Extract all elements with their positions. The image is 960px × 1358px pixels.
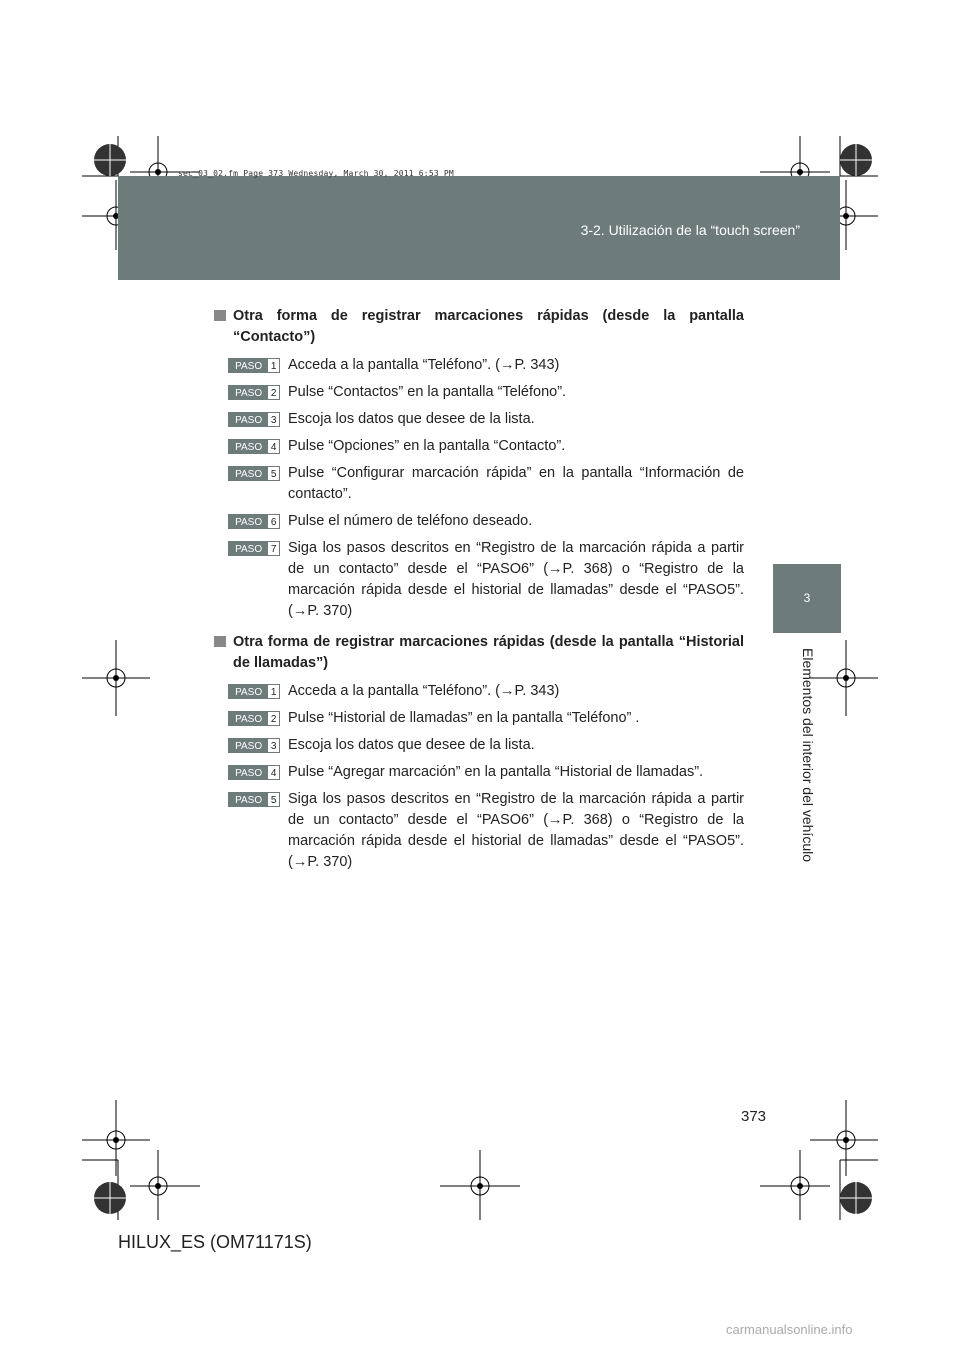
- step-badge-label: PASO: [229, 413, 268, 426]
- chapter-tab-number: 3: [773, 564, 841, 633]
- step-text: Acceda a la pantalla “Teléfono”. (→P. 343): [288, 683, 560, 699]
- step-text: Siga los pasos descritos en “Registro de la marcación rápida a partir de un contacto” desde el “PASO6” (→P. 368) o “Registro de la marcación rápida desde el historial de llamadas” desde el “PASO5”. (→P. 370): [288, 540, 744, 619]
- chapter-tab-label: Elementos del interior del vehículo: [800, 648, 816, 863]
- step-badge-number: 4: [270, 768, 277, 779]
- step-badge: [228, 792, 280, 807]
- step-badge: [228, 466, 280, 481]
- step-row: [212, 511, 744, 532]
- step-badge-label: PASO: [229, 359, 268, 372]
- step-badge-label: PASO: [229, 386, 268, 399]
- step-row: [212, 708, 744, 729]
- square-bullet-icon: [214, 310, 226, 321]
- step-row: [212, 762, 744, 783]
- step-badge-label: PASO: [229, 793, 268, 806]
- step-text: Pulse “Configurar marcación rápida” en la pantalla “Información de contacto”.: [288, 465, 744, 502]
- section-title: [212, 306, 744, 348]
- section-title-text: Otra forma de registrar marcaciones rápidas (desde la pantalla “Historial de llamadas”): [233, 634, 744, 671]
- step-badge-number: 3: [270, 741, 277, 752]
- header-band: [118, 176, 840, 280]
- step-row: [212, 681, 744, 702]
- step-row: [212, 789, 744, 873]
- step-badge-label: PASO: [229, 739, 268, 752]
- step-text: Acceda a la pantalla “Teléfono”. (→P. 343): [288, 357, 560, 373]
- document-code: HILUX_ES (OM71171S): [118, 1232, 312, 1252]
- step-text: Pulse “Historial de llamadas” en la pantalla “Teléfono” .: [288, 710, 640, 726]
- step-text: Pulse el número de teléfono deseado.: [288, 513, 533, 529]
- step-text: Pulse “Agregar marcación” en la pantalla “Historial de llamadas”.: [288, 764, 704, 780]
- step-badge: [228, 514, 280, 529]
- step-badge: [228, 385, 280, 400]
- step-badge: [228, 412, 280, 427]
- step-badge-number: 5: [270, 795, 277, 806]
- section-title-text: Otra forma de registrar marcaciones rápidas (desde la pantalla “Contacto”): [233, 308, 744, 345]
- square-bullet-icon: [214, 636, 226, 647]
- step-row: [212, 409, 744, 430]
- step-badge-number: 2: [270, 388, 277, 399]
- step-badge: [228, 684, 280, 699]
- step-badge-label: PASO: [229, 685, 268, 698]
- section-header-title: 3-2. Utilización de la “touch screen”: [580, 222, 800, 238]
- step-row: [212, 382, 744, 403]
- step-row: [212, 735, 744, 756]
- step-badge: [228, 358, 280, 373]
- step-row: [212, 355, 744, 376]
- step-badge: [228, 765, 280, 780]
- step-row: [212, 436, 744, 457]
- page-number: 373: [741, 1108, 767, 1125]
- step-text: Pulse “Contactos” en la pantalla “Teléfono”.: [288, 384, 567, 400]
- step-badge-number: 3: [270, 415, 277, 426]
- step-badge-label: PASO: [229, 766, 268, 779]
- step-badge-label: PASO: [229, 440, 268, 453]
- step-badge-number: 2: [270, 714, 277, 725]
- step-badge-number: 7: [270, 544, 277, 555]
- step-text: Siga los pasos descritos en “Registro de la marcación rápida a partir de un contacto” desde el “PASO6” (→P. 368) o “Registro de la marcación rápida desde el historial de llamadas” desde el “PASO5”. (→P. 370): [288, 791, 744, 870]
- step-text: Escoja los datos que desee de la lista.: [288, 411, 535, 427]
- step-text: Pulse “Opciones” en la pantalla “Contacto”.: [288, 438, 566, 454]
- step-badge-label: PASO: [229, 712, 268, 725]
- step-badge: [228, 711, 280, 726]
- main-content: [212, 306, 744, 879]
- step-badge-label: PASO: [229, 542, 268, 555]
- step-badge: [228, 541, 280, 556]
- step-badge-number: 5: [270, 469, 277, 480]
- step-badge-number: 6: [270, 517, 277, 528]
- file-info: sec_03_02.fm Page 373 Wednesday, March 30, 2011 6:53 PM: [178, 169, 454, 178]
- step-badge: [228, 439, 280, 454]
- step-row: [212, 463, 744, 505]
- step-badge: [228, 738, 280, 753]
- step-row: [212, 538, 744, 622]
- step-badge-number: 1: [270, 361, 277, 372]
- step-badge-number: 4: [270, 442, 277, 453]
- watermark: carmanualsonline.info: [726, 1322, 853, 1337]
- step-badge-label: PASO: [229, 467, 268, 480]
- step-badge-number: 1: [270, 687, 277, 698]
- step-text: Escoja los datos que desee de la lista.: [288, 737, 535, 753]
- section-title: [212, 632, 744, 674]
- step-badge-label: PASO: [229, 515, 268, 528]
